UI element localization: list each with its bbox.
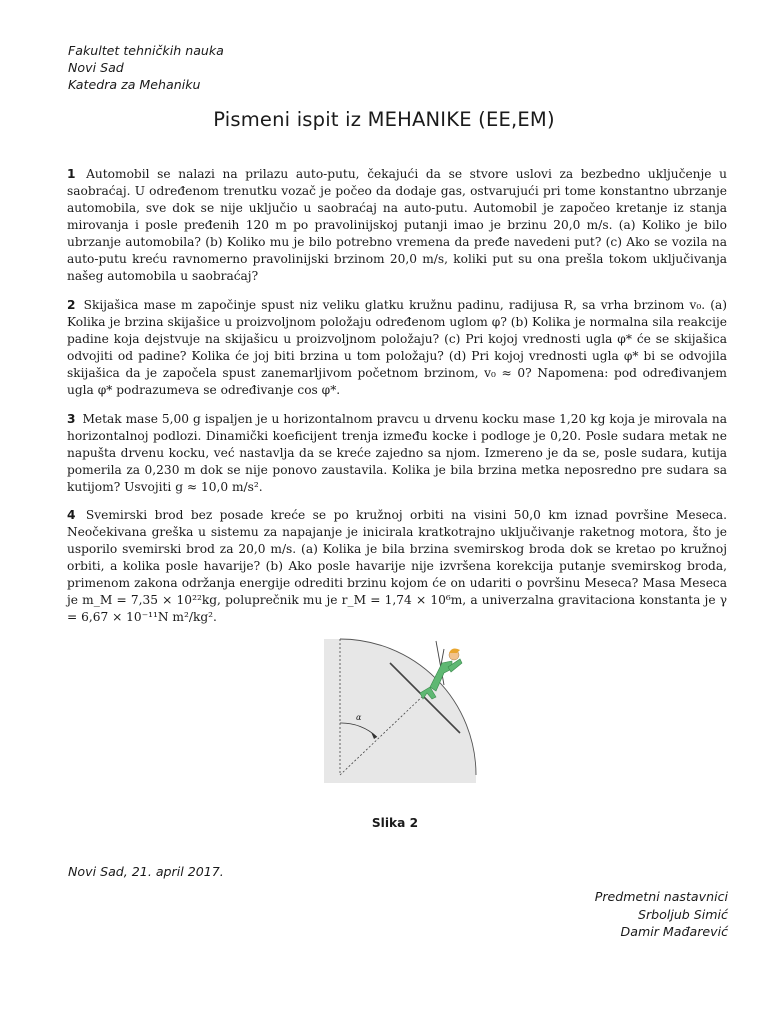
problem-4 [67, 507, 727, 626]
problem-text: Automobil se nalazi na prilazu auto-putu, čekajući da se stvore uslovi za bezbedno uključenje u saobraćaj. U određenom trenutku vozač je počeo da dodaje gas, ostvarujući pri tome konstantno ubrzanje automobila, sve dok se nije uključio u saobraćaj na auto-putu. Automobil je započeo kretanje iz stanja mirovanja i posle pređenih 120 m po pravolinijskoj putanji imao je brzinu 20,0 m/s. (a) Koliko je bilo ubrzanje automobila? (b) Koliko mu je bilo potrebno vremena da pređe navedeni put? (c) Ako se vozila na auto-putu kreću ravnomerno pravolinijski brzinom 20,0 m/s, koliki put su ona prešla tokom uključivanja našeg automobila u saobraćaj? [67, 167, 727, 284]
problem-1 [67, 166, 727, 285]
hill-surface [324, 639, 476, 783]
teacher-name: Srboljub Simić [637, 906, 728, 922]
teacher-name: Damir Mađarević [620, 924, 728, 939]
skier-hill-figure [320, 637, 480, 785]
problem-3 [67, 411, 727, 496]
signature-block [595, 888, 728, 941]
problem-2 [67, 297, 727, 399]
problem-number: 2 [67, 298, 76, 312]
exam-title: Pismeni ispit iz MEHANIKE (EE,EM) [213, 108, 555, 131]
institution-header [68, 42, 224, 93]
exam-date: Novi Sad, 21. april 2017. [68, 864, 224, 879]
problem-text: Svemirski brod bez posade kreće se po kružnoj orbiti na visini 50,0 km iznad površine Meseca. Neočekivana greška u sistemu za napajanje je inicirala kratkotrajno uključivanje raketnog motora, što je usporilo svemirski brod za 20,0 m/s. (a) Kolika je bila brzina svemirskog broda dok se kretao po kružnoj orbiti, a kolika posle havarije? (b) Ako posle havarije nije izvršena korekcija putanje svemirskog broda, primenom zakona održanja energije odrediti brzinu kojom će on udariti o površinu Meseca? Masa Meseca je m_M = 7,35 × 10²²kg, poluprečnik mu je r_M = 1,74 × 10⁶m, a univerzalna gravitaciona konstanta je γ = 6,67 × 10⁻¹¹N m²/kg². [67, 508, 727, 625]
figure-caption: Slika 2 [371, 816, 419, 830]
skier-arm [448, 659, 462, 672]
signature-role: Predmetni nastavnici [594, 889, 728, 904]
problem-text: Skijašica mase m započinje spust niz veliku glatku kružnu padinu, radijusa R, sa vrha brzinom v₀. (a) Kolika je brzina skijašice u proizvoljnom položaju određenom uglom φ? (b) Kolika je normalna sila reakcije padine koja dejstvuje na skijašicu u proizvoljnom položaju? (c) Pri kojoj vrednosti ugla φ* će se skijašica odvojiti od padine? Kolika će joj biti brzina u tom položaju? (d) Pri kojoj vrednosti ugla φ* bi se odvojila skijašica da je započela spust zanemarljivom početnom brzinom, v₀ ≈ 0? Napomena: pod određivanjem ugla φ* podrazumeva se određivanje cos φ*. [67, 298, 728, 398]
problem-text: Metak mase 5,00 g ispaljen je u horizontalnom pravcu u drvenu kocku mase 1,20 kg koja je mirovala na horizontalnoj podlozi. Dinamički koeficijent trenja između kocke i podloge je 0,20. Posle sudara metak ne napušta drvenu kocku, već nastavlja da se kreće zajedno sa njom. Izmereno je da se, posle sudara, kutija pomerila za 0,230 m dok se nije ponovo zaustavila. Kolika je bila brzina metka neposredno pre sudara sa kutijom? Usvojiti g ≈ 10,0 m/s². [67, 412, 727, 495]
department-name: Katedra za Mehaniku [68, 77, 201, 92]
faculty-name: Fakultet tehničkih nauka [68, 43, 224, 58]
problem-number: 3 [67, 412, 76, 426]
angle-label: α [356, 713, 362, 722]
city-name: Novi Sad [68, 60, 124, 75]
problem-number: 4 [67, 508, 76, 522]
problem-number: 1 [67, 167, 76, 181]
